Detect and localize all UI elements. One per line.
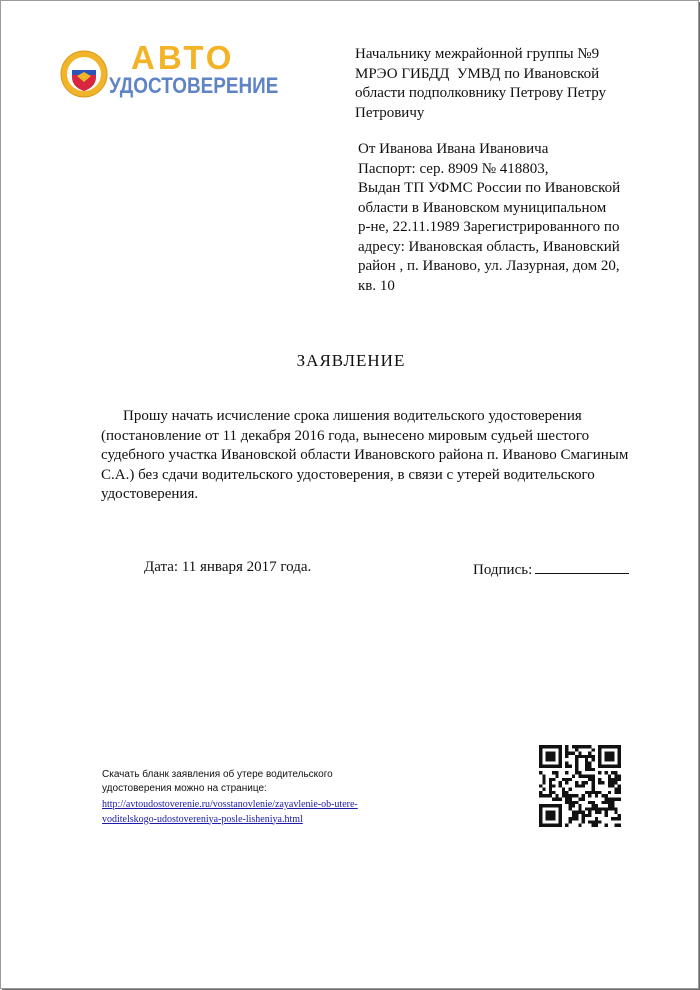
addressee-line: МРЭО ГИБДД УМВД по Ивановской — [355, 65, 600, 82]
signature-field — [473, 559, 629, 579]
download-note-line: удостоверения можно на странице: — [102, 783, 267, 794]
body-line: Прошу начать исчисление срока лишения водительского удостоверения — [123, 408, 582, 424]
sender-block — [358, 140, 663, 296]
body-line: судебного участка Ивановской области Ивановского района п. Иваново — [101, 447, 557, 463]
addressee-line: области подполковнику Петрову Петру — [355, 85, 607, 101]
sender-line: р-не, 22.11.1989 Зарегистрированного по — [358, 219, 620, 235]
body-line: водительского удостоверения. — [101, 466, 595, 502]
addressee-line: Петровичу — [355, 104, 425, 121]
sender-line: От Иванова Ивана Ивановича — [358, 141, 549, 157]
qr-code-icon[interactable] — [539, 745, 621, 827]
download-link-line[interactable]: http://avtoudostoverenie.ru/vosstanovlenie/zayavlenie-ob-utere- — [102, 799, 358, 810]
download-note — [102, 768, 442, 796]
site-logo[interactable] — [59, 39, 279, 103]
addressee-line: Начальнику межрайонной группы №9 — [355, 46, 600, 62]
sender-line: области в Ивановском муниципальном — [358, 199, 607, 216]
logo-text-top: АВТО — [131, 39, 235, 76]
addressee-block — [355, 45, 655, 123]
download-link-line[interactable]: voditelskogo-udostovereniya-posle-lisheniya.html — [102, 813, 303, 825]
sender-line: кв. 10 — [358, 277, 395, 294]
signature-line — [535, 559, 629, 574]
logo-text-bottom: УДОСТОВЕРЕНИЕ — [109, 73, 279, 98]
body-line: (постановление от 11 декабря 2016 года, вынесено мировым судьей шестого — [101, 427, 590, 444]
download-note-line: Скачать бланк заявления об утере водительского — [102, 769, 333, 780]
application-body — [101, 407, 636, 505]
sender-line: Паспорт: сер. 8909 № 418803, — [358, 160, 549, 177]
body-line: Смагиным С.А.) без сдачи водительского удостоверения, в связи с утерей — [101, 447, 629, 483]
signature-label: Подпись: — [473, 562, 533, 578]
sender-line: адресу: Ивановская область, Ивановский — [358, 238, 620, 255]
coat-of-arms-emblem-icon — [59, 49, 109, 99]
download-link[interactable] — [102, 798, 442, 827]
date-field: Дата: 11 января 2017 года. — [144, 559, 312, 575]
sender-line: район , п. Иваново, ул. Лазурная, дом 20, — [358, 258, 620, 274]
document-title: ЗАЯВЛЕНИЕ — [296, 351, 406, 370]
sender-line: Выдан ТП УФМС России по Ивановской — [358, 180, 621, 196]
